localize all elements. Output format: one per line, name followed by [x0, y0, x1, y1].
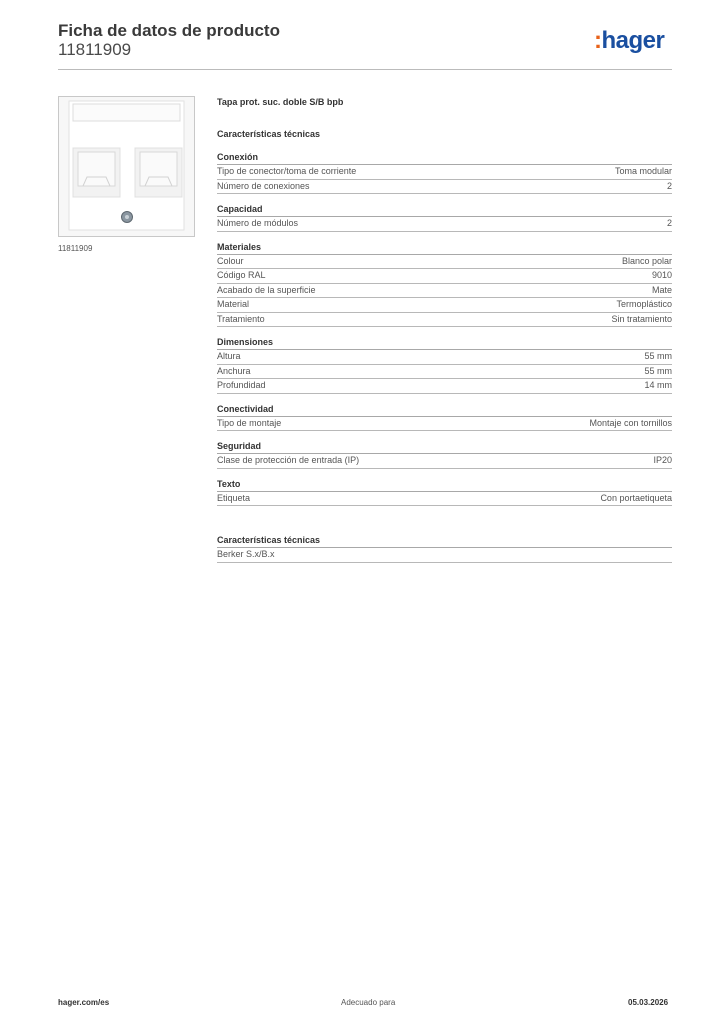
spec-value: 9010	[651, 270, 672, 280]
footer-date: 05.03.2026	[628, 998, 669, 1007]
spec-label: Clase de protección de entrada (IP)	[217, 455, 360, 465]
spec-row	[217, 217, 672, 232]
spec-label: Número de conexiones	[217, 180, 310, 191]
spec-row	[217, 298, 672, 313]
spec-label: Colour	[217, 255, 244, 266]
spec-label: Tratamiento	[217, 313, 265, 324]
hager-logo[interactable]	[594, 26, 664, 56]
spec-value: Mate	[651, 284, 672, 295]
spec-label: Profundidad	[217, 380, 266, 390]
spec-value: Toma modular	[614, 166, 672, 176]
logo-text: hager	[601, 27, 665, 54]
spec-row	[217, 492, 672, 507]
spec-section	[217, 151, 672, 194]
section-title: Materiales	[217, 241, 672, 255]
compatibility-rows	[217, 548, 672, 563]
spec-value: 55 mm	[644, 351, 672, 361]
tech-heading: Características técnicas	[217, 129, 321, 139]
spec-section	[217, 241, 672, 328]
spec-section	[217, 440, 672, 469]
spec-label: Material	[217, 299, 250, 309]
section-title: Seguridad	[217, 440, 672, 454]
spec-row	[217, 350, 672, 365]
compatibility-title: Características técnicas	[217, 534, 672, 548]
tech-heading-section	[217, 128, 672, 141]
spec-value: 55 mm	[644, 365, 672, 376]
spec-value: IP20	[653, 455, 672, 465]
spec-label: Altura	[217, 351, 241, 361]
spec-label: Número de módulos	[217, 218, 299, 228]
footer-suitable-for: Adecuado para	[341, 998, 396, 1007]
spec-content	[217, 95, 672, 572]
image-caption: 11811909	[58, 244, 93, 253]
spec-row	[217, 180, 672, 195]
spec-label: Tipo de montaje	[217, 417, 282, 428]
section-title: Conexión	[217, 151, 672, 165]
spec-row	[217, 365, 672, 380]
spec-value: Termoplástico	[616, 299, 672, 309]
spec-label: Tipo de conector/toma de corriente	[217, 166, 357, 176]
header-divider	[58, 69, 672, 70]
spec-label: Etiqueta	[217, 492, 251, 503]
compatibility-section	[217, 534, 672, 563]
spec-value: Sin tratamiento	[611, 313, 672, 324]
footer-website-link[interactable]: hager.com/es	[58, 998, 110, 1007]
spec-sections	[217, 151, 672, 506]
product-name: Tapa prot. suc. doble S/B bpb	[217, 97, 344, 107]
spec-value: Montaje con tornillos	[589, 417, 672, 428]
spec-row	[217, 255, 672, 270]
spec-value: Con portaetiqueta	[600, 492, 672, 503]
spec-row	[217, 313, 672, 328]
spec-row	[217, 165, 672, 180]
spec-row	[217, 454, 672, 469]
spec-section	[217, 203, 672, 232]
document-title: Ficha de datos de producto	[58, 21, 280, 40]
product-code-heading: 11811909	[58, 40, 132, 59]
spec-section	[217, 478, 672, 507]
product-image	[58, 96, 195, 237]
section-title: Dimensiones	[217, 336, 672, 350]
socket-cover-illustration	[59, 97, 194, 236]
spec-row	[217, 269, 672, 284]
spec-section	[217, 336, 672, 394]
section-title: Texto	[217, 478, 672, 492]
spec-label: Anchura	[217, 365, 251, 376]
logo-colon: :	[594, 27, 602, 54]
spec-label: Berker S.x/B.x	[217, 549, 275, 559]
spec-row	[217, 548, 672, 563]
spec-value: Blanco polar	[621, 255, 672, 266]
spec-section	[217, 403, 672, 432]
section-title: Capacidad	[217, 203, 672, 217]
spec-value: 14 mm	[644, 380, 672, 390]
spec-value: 2	[666, 218, 672, 228]
section-title: Conectividad	[217, 403, 672, 417]
spec-row	[217, 379, 672, 394]
spec-row	[217, 417, 672, 432]
section-gap	[217, 515, 672, 534]
spec-row	[217, 284, 672, 299]
spec-label: Acabado de la superficie	[217, 284, 316, 295]
spec-label: Código RAL	[217, 270, 266, 280]
spec-value: 2	[666, 180, 672, 191]
